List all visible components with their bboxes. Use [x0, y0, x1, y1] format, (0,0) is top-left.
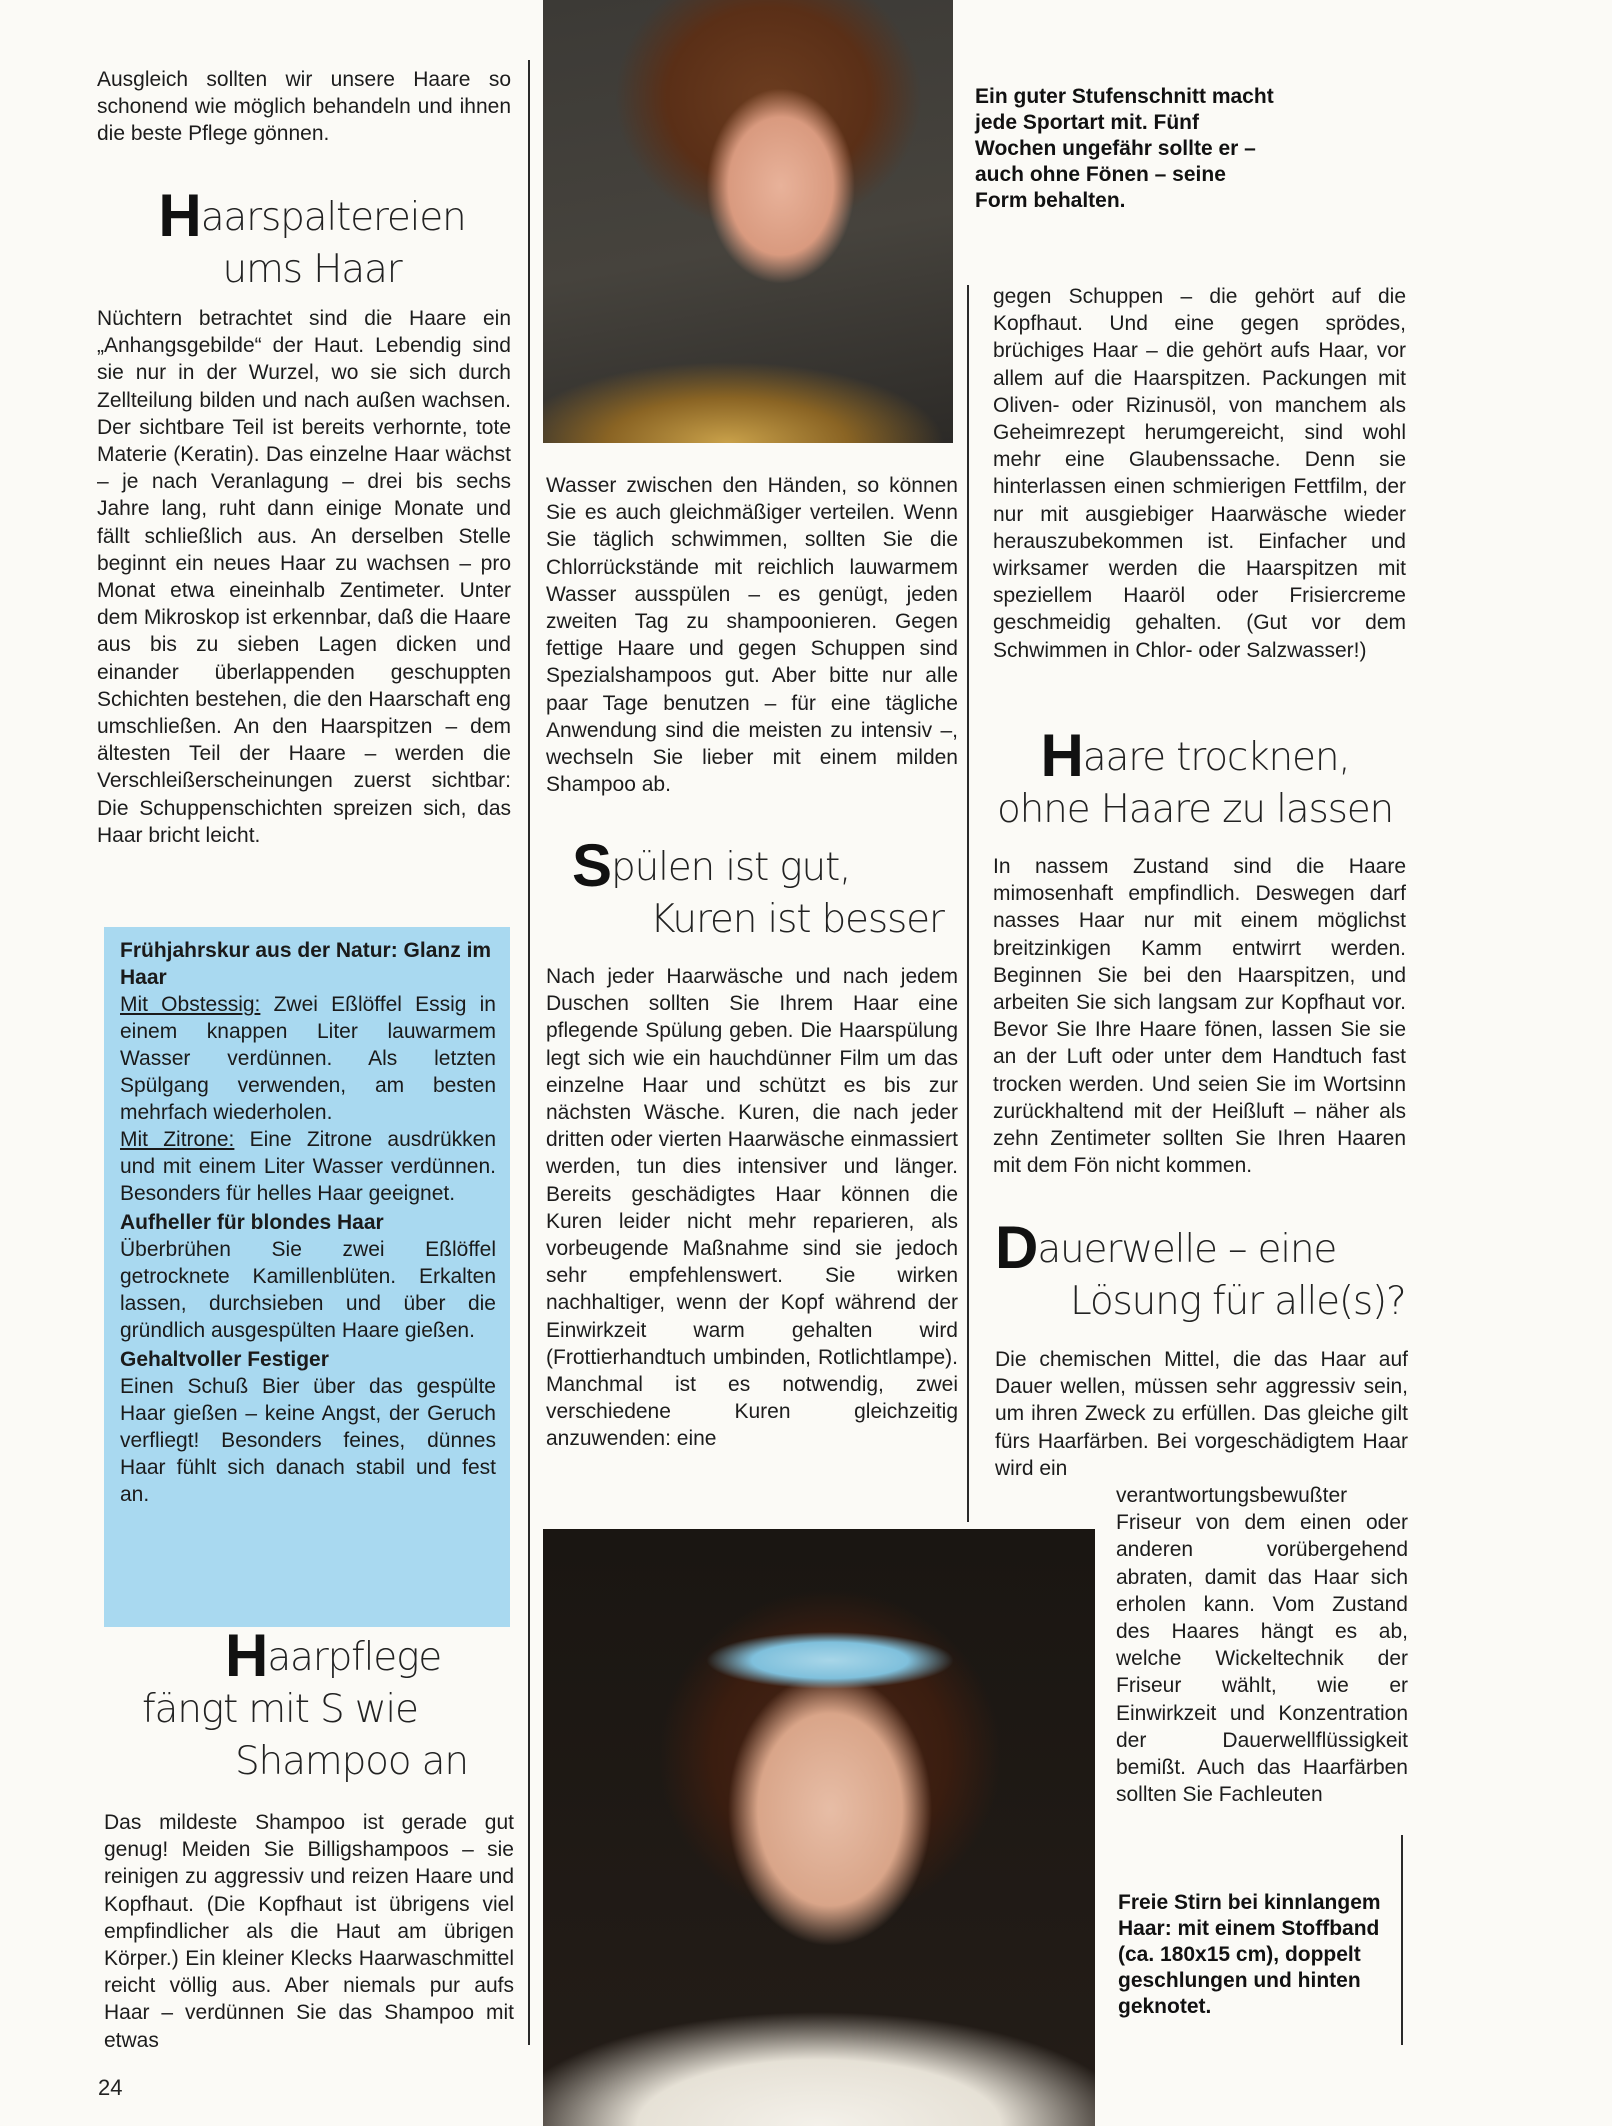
column-3-dauerwelle-b	[1116, 1482, 1408, 1808]
sidebar-title: Frühjahrskur aus der Natur: Glanz im Haar	[120, 939, 492, 989]
heading-haare-trocknen: Haare trocknen, ohne Haare zu lassen	[996, 722, 1394, 832]
column-2-top	[546, 472, 958, 798]
column-1	[97, 66, 511, 148]
heading-drop-cap: H	[225, 1622, 267, 1689]
heading-drop-cap: D	[995, 1214, 1037, 1281]
heading-drop-cap: H	[158, 182, 200, 249]
caption-stoffband: Freie Stirn bei kinnlangem Haar: mit einem Stoffband (ca. 180x15 cm), doppelt geschlungen und hinten geknotet.	[1118, 1891, 1381, 2018]
column-3-dauerwelle-a	[995, 1346, 1408, 1482]
column-3-top	[993, 283, 1406, 664]
paragraph-schuppen: gegen Schuppen – die gehört auf die Kopfhaut. Und eine gegen sprödes, brüchiges Haar – die gehört aufs Haar, vor allem auf die Haarspitzen. Packungen mit Oliven- oder Rizinusöl, von manchem als Geheimrezept herumgereicht, sind wohl mehr eine Glaubenssache. Denn sie hinterlassen einen schmierigen Fettfilm, der nur mit ausgiebiger Haarwäsche wieder herauszubekommen ist. Einfacher und wirksamer werden die Haarspitzen mit speziellem Haaröl oder Frisiercreme geschmeidig gehalten. (Gut vor dem Schwimmen in Chlor- oder Salzwasser!)	[993, 285, 1406, 662]
heading-haarpflege: Haarpflege fängt mit S wie Shampoo an	[142, 1622, 468, 1784]
paragraph-friseur: verantwortungsbewußter Friseur von dem einen oder anderen vorübergehend abraten, damit das Haar sich erholen kann. Vom Zustand des Haares hängt es ab, welche Wickeltechnik der Friseur wählt, wie er Einwirkzeit und Konzentration der Dauerwellflüssigkeit bemißt. Auch das Haarfärben sollten Sie Fachleuten	[1116, 1484, 1408, 1807]
column-1-body	[97, 305, 511, 849]
sidebar-festiger-text: Einen Schuß Bier über das gespülte Haar gießen – keine Angst, der Geruch verfliegt! Besonders feines, dünnes Haar fühlt sich danach stabil und fest an.	[120, 1375, 496, 1506]
photo-headband-woman	[543, 1529, 1095, 2126]
heading-drop-cap: S	[572, 832, 611, 899]
sidebar-heading-aufheller: Aufheller für blondes Haar	[120, 1211, 384, 1234]
paragraph-anhangsgebilde: Nüchtern betrachtet sind die Haare ein „Anhangsgebilde“ der Haut. Lebendig sind sie nur in der Wurzel, wo sie sich durch Zellteilung bilden und nach außen wachsen. Der sichtbare Teil ist bereits verhornte, tote Materie (Keratin). Das einzelne Haar wächst – je nach Veranlagung – drei bis sechs Jahre lang, ruht dann einige Monate und fällt schließlich aus. An derselben Stelle beginnt ein neues Haar zu wachsen – pro Monat etwa eineinhalb Zentimeter. Unter dem Mikroskop ist erkennbar, daß die Haare aus bis zu sieben Lagen dicken und einander überlappenden geschuppten Schichten bestehen, die den Haarschaft eng umschließen. An den Haarspitzen – dem ältesten Teil der Haare – werden die Verschleißerscheinungen zuerst sichtbar: Die Schuppenschichten spreizen sich, das Haar bricht leicht.	[97, 307, 511, 847]
paragraph-kuren: Nach jeder Haarwäsche und nach jedem Duschen sollten Sie Ihrem Haar eine pflegende Spülung geben. Die Haarspülung legt sich wie ein hauchdünner Film um das einzelne Haar und schützt es bis zur nächsten Wäsche. Kuren, die nach jeder dritten oder vierten Haarwäsche einmassiert werden, tun dies intensiver und länger. Bereits geschädigtes Haar können die Kuren leider nicht mehr reparieren, als vorbeugende Maßnahme sind sie jedoch sehr empfehlenswert. Sie wirken nachhaltiger, wenn der Kopf während der Einwirkzeit warm gehalten wird (Frottierhandtuch umbinden, Rotlichtlampe). Manchmal ist es notwendig, zwei verschiedene Kuren gleichzeitig anzuwenden: eine	[546, 965, 958, 1451]
column-3-middle	[993, 853, 1406, 1179]
sidebar-fruehjahrskur	[104, 927, 510, 1627]
sidebar-aufheller-text: Überbrühen Sie zwei Eßlöffel getrocknete Kamillenblüten. Erkalten lassen, durchsieben und über die gründlich ausgespülten Haare gießen.	[120, 1238, 496, 1342]
paragraph-chemische-mittel: Die chemischen Mittel, die das Haar auf Dauer wellen, müssen sehr aggressiv sein, um ihren Zweck zu erfüllen. Das gleiche gilt fürs Haarfärben. Bei vorgeschädigtem Haar wird ein	[995, 1348, 1408, 1480]
paragraph-shampoo: Das mildeste Shampoo ist gerade gut genug! Meiden Sie Billigshampoos – sie reinigen zu aggressiv und reizen Haare und Kopfhaut. (Die Kopfhaut ist übrigens viel empfindlicher als die Haut am übrigen Körper.) Ein kleiner Klecks Haarwaschmittel reicht völlig aus. Aber niemals pur aufs Haar – verdünnen Sie das Shampoo mit etwas	[104, 1811, 514, 2052]
sidebar-zitrone: Mit Zitrone: Eine Zitrone ausdrükken und mit einem Liter Wasser verdünnen. Besonders für helles Haar geeignet.	[120, 1128, 496, 1205]
heading-dauerwelle: Dauerwelle – eine Lösung für alle(s)?	[995, 1214, 1406, 1324]
photo-short-hair-woman	[543, 0, 953, 443]
column-rule-2	[967, 285, 969, 1522]
caption-stufenschnitt: Ein guter Stufenschnitt macht jede Sportart mit. Fünf Wochen ungefähr sollte er – auch ohne Fönen – seine Form behalten.	[975, 85, 1274, 212]
page-number: 24	[98, 2075, 123, 2100]
paragraph-wasser: Wasser zwischen den Händen, so können Sie es auch gleichmäßiger verteilen. Wenn Sie täglich schwimmen, sollten Sie die Chlorrückstände mit reichlich lauwarmem Wasser ausspülen – es genügt, jeden zweiten Tag zu shampoonieren. Gegen fettige Haare und gegen Schuppen sind Spezialshampoos gut. Aber bitte nur alle paar Tage benutzen – für eine tägliche Anwendung sind die meisten zu intensiv –, wechseln Sie lieber mit einem milden Shampoo ab.	[546, 474, 958, 797]
heading-drop-cap: H	[1040, 722, 1082, 789]
sidebar-heading-festiger: Gehaltvoller Festiger	[120, 1348, 329, 1371]
intro-paragraph: Ausgleich sollten wir unsere Haare so schonend wie möglich behandeln und ihnen die beste Pflege gönnen.	[97, 68, 511, 146]
column-rule-1	[528, 60, 530, 2045]
sidebar-obstessig: Mit Obstessig: Zwei Eßlöffel Essig in einem knappen Liter lauwarmem Wasser verdünnen. Als letzten Spülgang verwenden, am besten mehrfach wiederholen.	[120, 993, 496, 1124]
heading-haarspaltereien: Haarspaltereien ums Haar	[158, 182, 466, 292]
paragraph-nasses-haar: In nassem Zustand sind die Haare mimosenhaft empfindlich. Deswegen darf nasses Haar nur mit einem möglichst breitzinkigen Kamm entwirrt werden. Beginnen Sie bei den Haarspitzen, und arbeiten Sie sich langsam zur Kopfhaut vor. Bevor Sie Ihre Haare fönen, lassen Sie sie an der Luft oder unter dem Handtuch fast trocken werden. Und seien Sie im Wortsinn zurückhaltend mit der Heißluft – näher als zehn Zentimeter sollten Sie Ihren Haaren mit dem Fön nicht kommen.	[993, 855, 1406, 1178]
column-2-body	[546, 963, 958, 1453]
column-1-bottom	[104, 1809, 514, 2054]
heading-spuelen: Spülen ist gut, Kuren ist besser	[572, 832, 944, 942]
